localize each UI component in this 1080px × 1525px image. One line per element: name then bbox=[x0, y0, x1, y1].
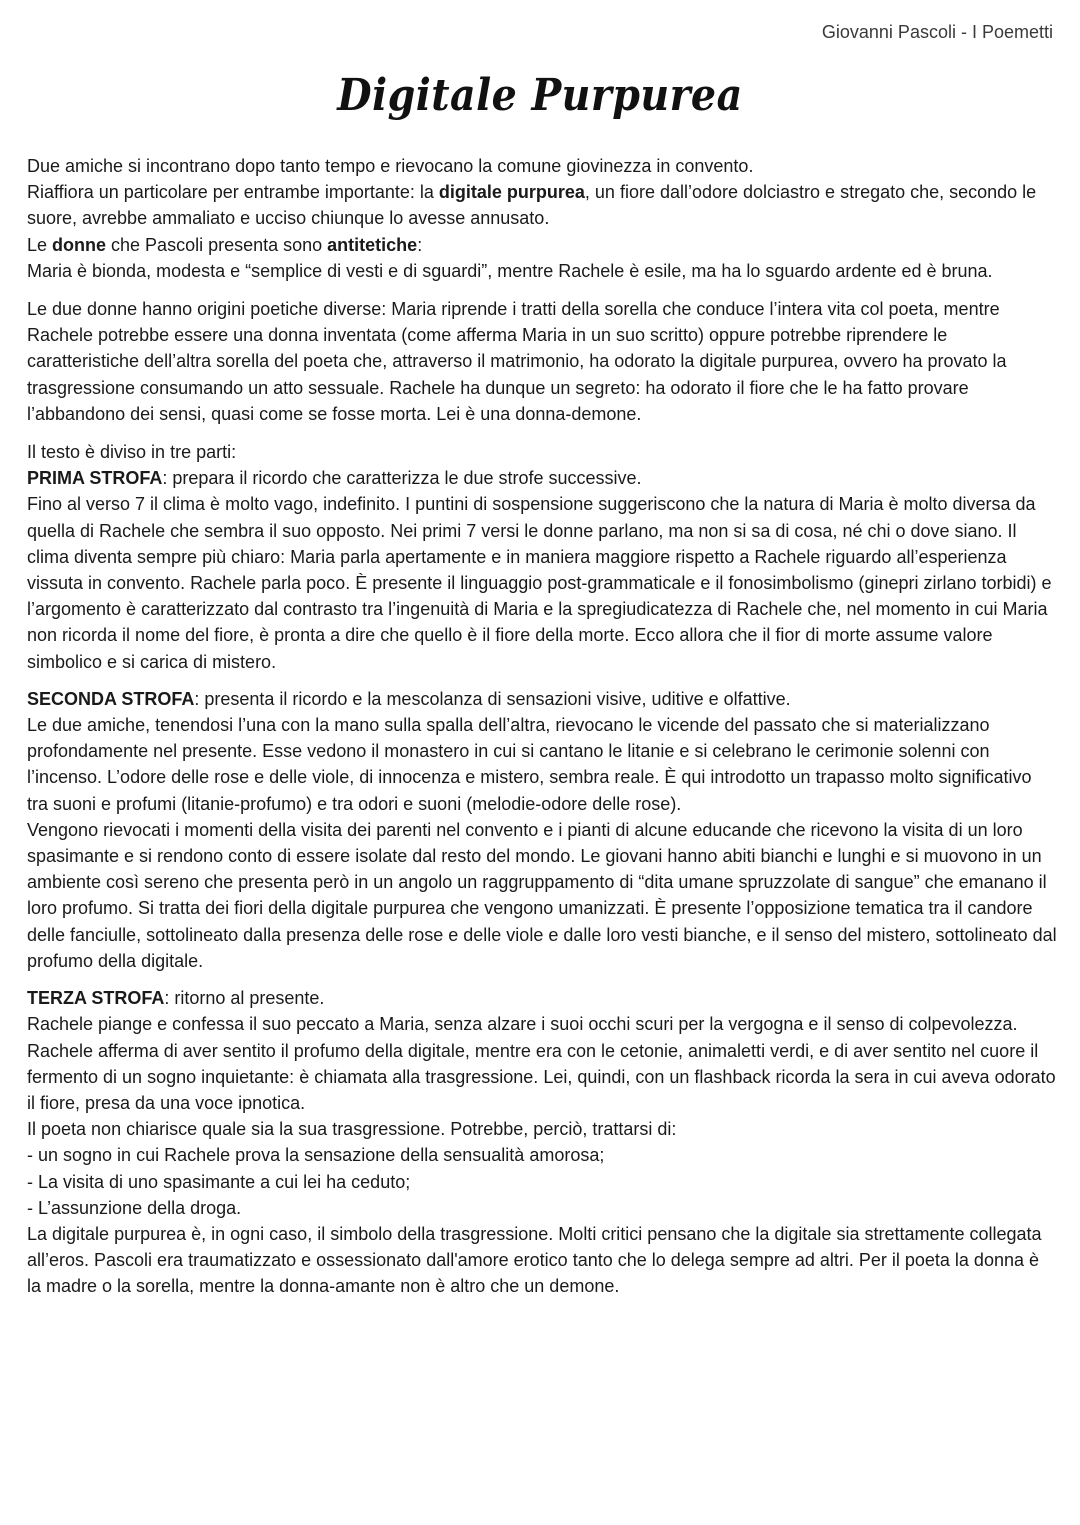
strophe-lead: : presenta il ricordo e la mescolanza di sensazioni visive, uditive e olfattive. bbox=[194, 688, 791, 709]
second-strophe-section bbox=[27, 686, 1057, 974]
strophe-conclusion: La digitale purpurea è, in ogni caso, il simbolo della trasgressione. Molti critici pensano che la digitale sia strettamente collegata all’eros. Pascoli era traumatizzato e ossessionato dall'amore erotico tanto che lo delega sempre ad altri. Per il poeta la donna è la madre o la sorella, mentre la donna-amante non è altro che un demone. bbox=[27, 1223, 1042, 1297]
origins-paragraph: Le due donne hanno origini poetiche diverse: Maria riprende i tratti della sorella che conduce l’intera vita col poeta, mentre Rachele potrebbe essere una donna inventata (come afferma Maria in un suo scritto) oppure potrebbe riprendere le caratteristiche dell’altra sorella del poeta che, attraverso il matrimonio, ha odorato la digitale purpurea, ovvero ha provato la trasgressione consumando un atto sessuale. Rachele ha dunque un segreto: ha odorato il fiore che le ha fatto provare l’abbandono dei sensi, quasi come se fosse morta. Lei è una donna-demone. bbox=[27, 299, 1007, 424]
document-title: Digitale Purpurea bbox=[337, 70, 743, 121]
list-item: - L’assunzione della droga. bbox=[27, 1197, 242, 1218]
strophe-body: Le due amiche, tenendosi l’una con la mano sulla spalla dell’altra, rievocano le vicende del passato che si materializzano profondamente nel presente. Esse vedono il monastero in cui si cantano le litanie e si celebrano le cerimonie solenni con l’incenso. L’odore delle rose e delle viole, di innocenza e mistero, sembra reale. È qui introdotto un trapasso molto significativo tra suoni e profumi (litanie-profumo) e tra odori e suoni (melodie-odore delle rose). bbox=[27, 715, 1032, 814]
text-run: , un fiore dall’odore dolciastro e stregato che, secondo le suore, avrebbe ammaliato e ucciso chiunque lo avesse annusato. bbox=[27, 182, 1037, 229]
strophe-body: Fino al verso 7 il clima è molto vago, indefinito. I puntini di sospensione suggeriscono che la natura di Maria è molto diversa da quella di Rachele che sembra il suo opposto. Nei primi 7 versi le donne parlano, ma non si sa di cosa, né chi o dove siano. Il clima diventa sempre più chiaro: Maria parla apertamente e in maniera maggiore rispetto a Rachele riguardo all’esperienza vissuta in convento. Rachele parla poco. È presente il linguaggio post-grammaticale e il fonosimbolismo (ginepri zirlano torbidi) e l’argomento è caratterizzato dal contrasto tra l’ingenuità di Maria e la spregiudicatezza di Rachele che, nel momento in cui Maria non ricorda il nome del fiore, è pronta a dire che quello è il fiore della morte. Ecco allora che il fior di morte assume valore simbolico e si carica di mistero. bbox=[27, 494, 1052, 672]
strophe-heading bbox=[27, 985, 1057, 1011]
strophe-body: Rachele piange e confessa il suo peccato a Maria, senza alzare i suoi occhi scuri per la vergogna e il senso di colpevolezza. Rachele afferma di aver sentito il profumo della digitale, mentre era con le cetonie, animaletti verdi, e di aver sentito nel cuore il fermento di un sogno inquietante: è chiamata alla trasgressione. Lei, quindi, con un flashback ricorda la sera in cui aveva odorato il fiore, presa da una voce ipnotica. bbox=[27, 1014, 1056, 1113]
strophe-body: Il poeta non chiarisce quale sia la sua trasgressione. Potrebbe, perciò, trattarsi di: bbox=[27, 1119, 677, 1140]
strophe-label: TERZA STROFA bbox=[27, 988, 165, 1009]
bold-term: antitetiche bbox=[327, 234, 418, 255]
origins-section bbox=[27, 296, 1057, 427]
strophe-label: SECONDA STROFA bbox=[27, 688, 195, 709]
third-strophe-section bbox=[27, 985, 1057, 1299]
text-run: : bbox=[417, 234, 423, 255]
first-strophe-section bbox=[27, 439, 1057, 675]
strophe-lead: : ritorno al presente. bbox=[164, 988, 325, 1009]
strophe-heading bbox=[27, 465, 1057, 491]
strophe-lead: : prepara il ricordo che caratterizza le due strofe successive. bbox=[162, 468, 642, 489]
list-item: - un sogno in cui Rachele prova la sensazione della sensualità amorosa; bbox=[27, 1145, 605, 1166]
intro-paragraph: Due amiche si incontrano dopo tanto tempo e rievocano la comune giovinezza in convento. bbox=[27, 156, 754, 176]
intro-section bbox=[27, 153, 1057, 284]
bold-term: donne bbox=[52, 234, 107, 255]
text-run: Le bbox=[27, 234, 53, 255]
strophe-heading bbox=[27, 686, 1057, 712]
strophe-body: Vengono rievocati i momenti della visita dei parenti nel convento e i pianti di alcune educande che ricevono la visita di un loro spasimante e si rendono conto di essere isolate dal resto del mondo. Le giovani hanno abiti bianchi e lunghi e si muovono in un ambiente così sereno che presenta però in un angolo un raggruppamento di “dita umane spruzzolate di sangue” che emanano il loro profumo. Si tratta dei fiori della digitale purpurea che vengono umanizzati. È presente l’opposizione tematica tra il candore delle fanciulle, sottolineato dalla presenza delle rose e delle viole e dalle loro vesti bianche, e il senso del mistero, sottolineato dal profumo della digitale. bbox=[27, 819, 1057, 971]
intro-paragraph bbox=[27, 232, 1057, 258]
intro-paragraph bbox=[27, 179, 1057, 231]
text-run: Riaffiora un particolare per entrambe importante: la bbox=[27, 182, 439, 203]
text-run: che Pascoli presenta sono bbox=[106, 234, 328, 255]
running-header: Giovanni Pascoli - I Poemetti bbox=[821, 22, 1053, 42]
document-body bbox=[27, 153, 1057, 1300]
list-item: - La visita di uno spasimante a cui lei ha ceduto; bbox=[27, 1171, 411, 1192]
intro-paragraph: Maria è bionda, modesta e “semplice di vesti e di sguardi”, mentre Rachele è esile, ma ha lo sguardo ardente ed è bruna. bbox=[27, 260, 993, 281]
bold-term: digitale purpurea bbox=[438, 182, 585, 203]
structure-intro: Il testo è diviso in tre parti: bbox=[27, 442, 237, 463]
strophe-label: PRIMA STROFA bbox=[27, 468, 163, 489]
